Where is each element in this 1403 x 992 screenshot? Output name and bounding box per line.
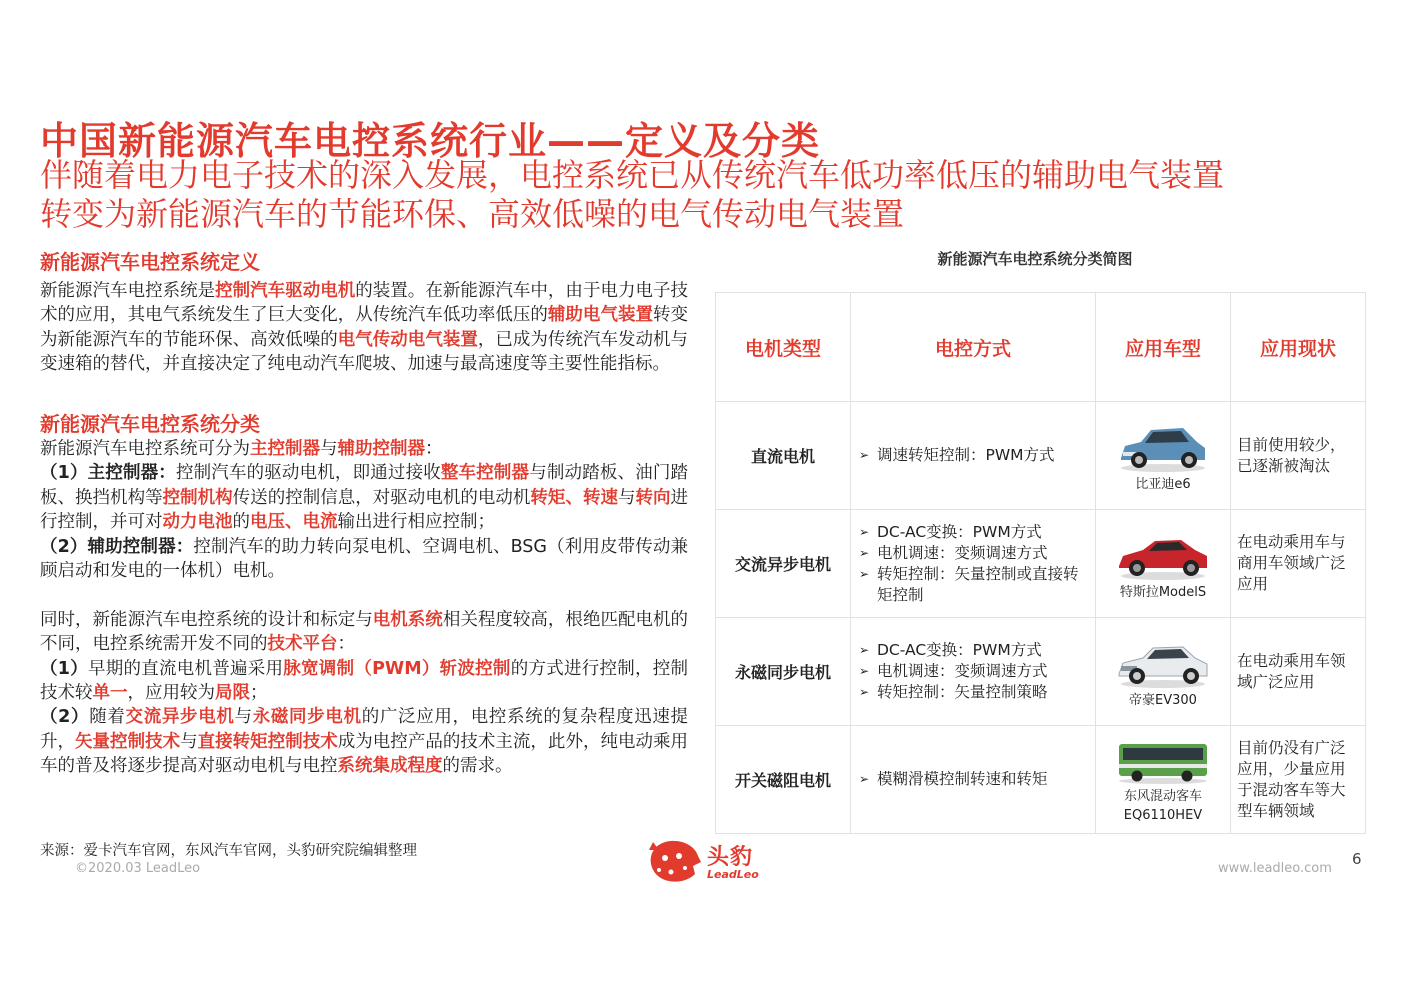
classification-table	[715, 292, 1366, 834]
col-header-status: 应用现状	[1231, 293, 1366, 402]
text-run: ，应用较为	[127, 683, 215, 704]
text-run: 与	[618, 487, 636, 508]
vehicle-name: 东风混动客车	[1123, 788, 1202, 804]
highlight: 系统集成程度	[337, 756, 443, 777]
control-item: ➢ 电机调速：变频调速方式	[859, 543, 1087, 564]
table-row	[716, 510, 1366, 618]
subtitle-line-2: 转变为新能源汽车的节能环保、高效低噪的电气传动电气装置	[40, 195, 905, 233]
text-run: 输出进行相应控制；	[337, 512, 495, 533]
vehicle-cell	[1096, 618, 1231, 726]
text-run: 新能源汽车电控系统是	[40, 281, 216, 301]
text-run: 随着	[89, 707, 126, 728]
text-run: 与	[320, 439, 338, 459]
highlight: 电压、电流	[250, 512, 338, 533]
highlight: 控制汽车驱动电机	[215, 281, 356, 301]
text-run: ：	[337, 634, 355, 655]
motor-type: 永磁同步电机	[716, 618, 851, 726]
spacer	[40, 583, 688, 607]
highlight: 控制机构	[162, 487, 233, 508]
item-label: （2）	[40, 707, 90, 728]
vehicle-name: 比亚迪e6	[1135, 477, 1191, 492]
highlight: 动力电池	[162, 512, 233, 533]
text-run: 相关程度较高，根绝匹配电机的不同，电控系统需开发不同的	[40, 609, 689, 655]
control-method	[851, 510, 1096, 618]
highlight: 单一	[92, 683, 128, 704]
text-run: ：	[425, 439, 443, 459]
car-image-tesla-model-s	[1115, 526, 1211, 582]
text-run: 转变为新能源汽车的节能环保、高效低噪的	[40, 305, 689, 350]
item-label: （1）	[40, 658, 88, 679]
vehicle-cell	[1096, 510, 1231, 618]
control-method	[851, 402, 1096, 510]
text-run: ，已成为传统汽车发动机与变速箱的替代，并直接决定了纯电动汽车爬坡、加速与最高速度等主要性能指标。	[40, 329, 689, 375]
highlight: 转向	[635, 487, 671, 508]
text-run: 新能源汽车电控系统可分为	[40, 439, 250, 459]
highlight: 辅助控制器	[337, 439, 425, 459]
vehicle-cell	[1096, 402, 1231, 510]
motor-type: 直流电机	[716, 402, 851, 510]
highlight: 直接转矩控制技术	[197, 731, 338, 752]
highlight: 电机系统	[372, 609, 443, 630]
col-header-vehicle: 应用车型	[1096, 293, 1231, 402]
vehicle-cell	[1096, 726, 1231, 834]
item-label: （2）辅助控制器：	[40, 536, 194, 557]
classification-heading: 新能源汽车电控系统分类	[40, 412, 260, 436]
vehicle-name: 帝豪EV300	[1129, 693, 1197, 708]
text-run: 控制汽车的助力转向泵电机、空调电机、BSG（利用皮带传动兼顾启动和发电的一体机）电机。	[40, 536, 688, 582]
col-header-control: 电控方式	[851, 293, 1096, 402]
source-note: 来源：爱卡汽车官网，东风汽车官网，头豹研究院编辑整理	[40, 843, 417, 859]
text-run: 控制汽车的驱动电机，即通过接收	[175, 463, 441, 484]
table-row	[716, 726, 1366, 834]
text-run: 的方式进行控制，控制技术较	[40, 658, 689, 704]
control-item: ➢ DC-AC变换：PWM方式	[859, 640, 1087, 661]
text-run: 的	[232, 512, 250, 533]
highlight: 技术平台	[267, 634, 338, 655]
page-subtitle	[40, 156, 1380, 234]
page-number: 6	[1352, 850, 1362, 868]
text-run: 与	[234, 707, 253, 728]
motor-type: 开关磁阻电机	[716, 726, 851, 834]
copyright: ©2020.03 LeadLeo	[75, 861, 201, 876]
table-row	[716, 402, 1366, 510]
subtitle-line-1: 伴随着电力电子技术的深入发展，电控系统已从传统汽车低功率低压的辅助电气装置	[40, 156, 1225, 194]
text-run: 的装置。在新能源汽车中，由于电力电子技术的应用，其电气系统发生了巨大变化，从传统汽车低功率低压的	[40, 281, 689, 326]
highlight: 脉宽调制（PWM）斩波控制	[283, 658, 511, 679]
text-run: 成为电控产品的技术主流，此外，纯电动乘用车的普及将逐步提高对驱动电机与电控	[40, 731, 689, 777]
classification-paragraph	[40, 437, 688, 779]
control-item: ➢ 转矩控制：矢量控制或直接转矩控制	[859, 564, 1087, 606]
highlight: 矢量控制技术	[75, 731, 181, 752]
figure-title: 新能源汽车电控系统分类简图	[937, 250, 1133, 268]
table-row	[716, 618, 1366, 726]
text-run: 的需求。	[442, 756, 513, 777]
vehicle-name: 特斯拉ModelS	[1119, 585, 1207, 600]
logo-text: 头豹	[707, 845, 754, 870]
control-item: ➢ 转矩控制：矢量控制策略	[859, 682, 1087, 703]
table-header-row	[716, 293, 1366, 402]
item-label: （1）主控制器：	[40, 463, 176, 484]
status-text: 在电动乘用车领域广泛应用	[1231, 618, 1366, 726]
text-run: 进行控制，并可对	[40, 487, 689, 533]
leadleo-logo	[645, 836, 765, 886]
highlight: 交流异步电机	[125, 707, 235, 728]
leopard-head-icon	[645, 836, 703, 886]
highlight: 辅助电气装置	[547, 305, 653, 326]
text-run: ；	[250, 683, 268, 704]
highlight: 电气传动电气装置	[337, 329, 478, 350]
col-header-motor: 电机类型	[716, 293, 851, 402]
control-item: ➢ DC-AC变换：PWM方式	[859, 522, 1087, 543]
highlight: 整车控制器	[440, 463, 530, 484]
vehicle-model: EQ6110HEV	[1123, 807, 1203, 823]
definition-paragraph	[40, 279, 688, 377]
page-title: 中国新能源汽车电控系统行业——定义及分类	[40, 119, 821, 163]
text-run: 同时，新能源汽车电控系统的设计和标定与	[40, 609, 373, 630]
text-run: 与制动踏板、油门踏板、换挡机构等	[40, 463, 688, 508]
control-item: ➢ 调速转矩控制：PWM方式	[859, 445, 1087, 466]
definition-heading: 新能源汽车电控系统定义	[40, 250, 260, 274]
text-run: 早期的直流电机普遍采用	[87, 658, 284, 679]
text-run: 与	[180, 731, 198, 752]
highlight: 局限	[215, 683, 250, 704]
status-text: 目前仍没有广泛应用，少量应用于混动客车等大型车辆领域	[1231, 726, 1366, 834]
website-link[interactable]: www.leadleo.com	[1218, 861, 1332, 876]
control-item: ➢ 电机调速：变频调速方式	[859, 661, 1087, 682]
control-method	[851, 726, 1096, 834]
bus-image-dongfeng-eq6110hev	[1115, 736, 1211, 786]
highlight: 主控制器	[250, 439, 320, 459]
highlight: 永磁同步电机	[252, 707, 362, 728]
status-text: 在电动乘用车与商用车领域广泛应用	[1231, 510, 1366, 618]
logo-subtext: LeadLeo	[707, 868, 759, 881]
text-run: 的广泛应用，电控系统的复杂程度迅速提升，	[40, 707, 689, 752]
control-item: ➢ 模糊滑模控制转速和转矩	[859, 769, 1087, 790]
motor-type: 交流异步电机	[716, 510, 851, 618]
highlight: 转矩、转速	[530, 487, 618, 508]
car-image-emgrand-ev300	[1115, 634, 1211, 690]
control-method	[851, 618, 1096, 726]
car-image-byd-e6	[1115, 418, 1211, 474]
status-text: 目前使用较少，已逐渐被淘汰	[1231, 402, 1366, 510]
text-run: 传送的控制信息，对驱动电机的电动机	[232, 487, 531, 508]
